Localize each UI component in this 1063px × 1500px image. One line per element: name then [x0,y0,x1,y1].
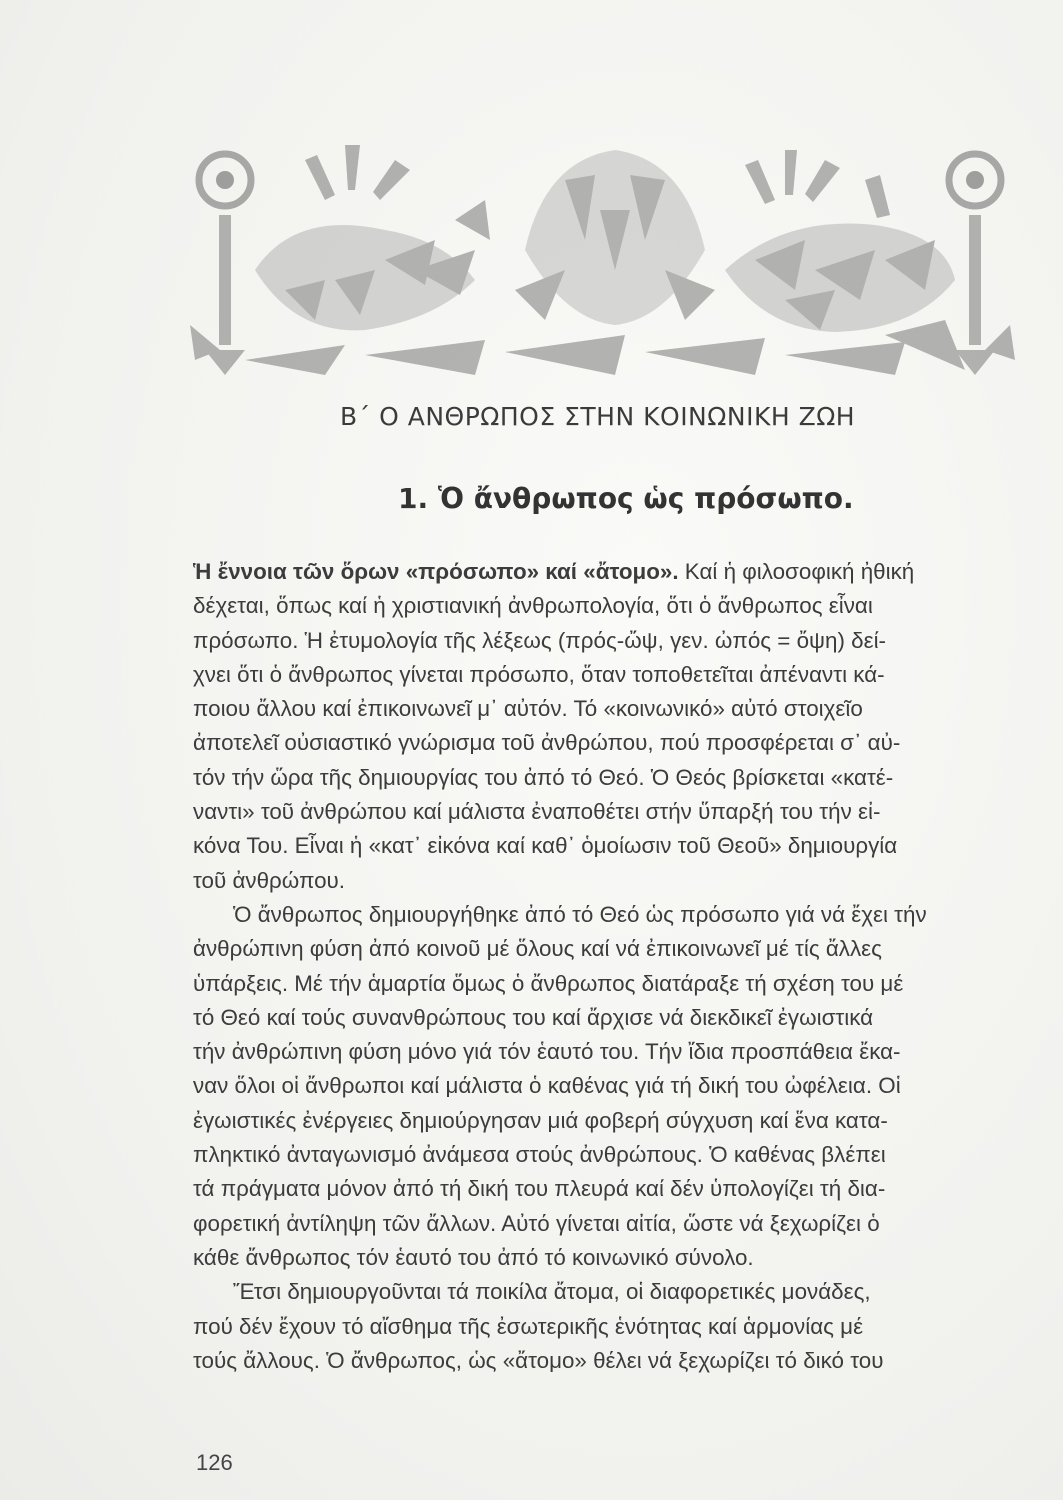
paragraph-1-first-line [193,555,1033,589]
text-line: δέχεται, ὅπως καί ἡ χριστιανική ἀνθρωπολογία, ὅτι ὁ ἄνθρωπος εἶναι [193,593,873,619]
text-line: Καί ἡ φιλοσοφική ἠθική [678,559,915,584]
body-text [193,555,1033,1378]
text-line: φορετική ἀντίληψη τῶν ἄλλων. Αὐτό γίνεται αἰτία, ὥστε νά ξεχωρίζει ὁ [193,1210,880,1236]
text-line: πού δέν ἔχουν τό αἴσθημα τῆς ἐσωτερικῆς ἑνότητας καί ἁρμονίας μέ [193,1313,864,1339]
text-line: ποιου ἄλλου καί ἐπικοινωνεῖ μ᾽ αὐτόν. Τό «κοινωνικό» αὐτό στοιχεῖο [193,696,863,722]
text-line: τούς ἄλλους. Ὁ ἄνθρωπος, ὡς «ἄτομο» θέλει νά ξεχωρίζει τό δικό του [193,1347,884,1373]
text-line: τά πράγματα μόνον ἀπό τή δική του πλευρά καί δέν ὑπολογίζει τή δια- [193,1176,886,1202]
text-line: τό Θεό καί τούς συνανθρώπους του καί ἄρχισε νά διεκδικεῖ ἐγωιστικά [193,1004,874,1030]
paragraph-1-lead: Ἡ ἔννοια τῶν ὅρων «πρόσωπο» καί «ἄτομο». [193,559,679,584]
text-line: Ἔτσι δημιουργοῦνται τά ποικίλα ἄτομα, οἱ διαφορετικές μονάδες, [233,1279,871,1305]
text-line: κόνα Του. Εἶναι ἡ «κατ᾽ εἰκόνα καί καθ᾽ ὁμοίωσιν τοῦ Θεοῦ» δημιουργία [193,833,898,859]
text-line: ναν ὅλοι οἱ ἄνθρωποι καί μάλιστα ὁ καθένας γιά τή δική του ὠφέλεια. Οἱ [193,1073,901,1099]
text-line: ὑπάρξεις. Μέ τήν ἁμαρτία ὅμως ὁ ἄνθρωπος διατάραξε τή σχέση του μέ [193,970,904,996]
text-line: ναντι» τοῦ ἀνθρώπου καί μάλιστα ἐναποθέτει στήν ὕπαρξή του τήν εἰ- [193,799,881,825]
text-line: τοῦ ἀνθρώπου. [193,867,345,893]
text-line: ἀνθρώπινη φύση ἀπό κοινοῦ μέ ὅλους καί νά ἐπικοινωνεῖ μέ τίς ἄλλες [193,936,882,962]
text-line: ἀποτελεῖ οὐσιαστικό γνώρισμα τοῦ ἀνθρώπου, πού προσφέρεται σ᾽ αὐ- [193,730,901,756]
text-line: τόν τήν ὥρα τῆς δημιουργίας του ἀπό τό Θεό. Ὁ Θεός βρίσκεται «κατέ- [193,764,894,790]
text-line: ἐγωιστικές ἐνέργειες δημιούργησαν μιά φοβερή σύγχυση καί ἕνα κατα- [193,1107,888,1133]
text-line: τήν ἀνθρώπινη φύση μόνο γιά τόν ἑαυτό του. Τήν ἴδια προσπάθεια ἔκα- [193,1039,901,1065]
page-number: 126 [196,1450,233,1475]
text-line: πρόσωπο. Ἡ ἐτυμολογία τῆς λέξεως (πρός-ὤψ, γεν. ὠπός = ὄψη) δεί- [193,627,887,653]
text-line: Ὁ ἄνθρωπος δημιουργήθηκε ἀπό τό Θεό ὡς πρόσωπο γιά νά ἔχει τήν [233,901,927,927]
text-line: χνει ὅτι ὁ ἄνθρωπος γίνεται πρόσωπο, ὅταν τοποθετεῖται ἀπέναντι κά- [193,661,885,687]
text-line: πληκτικό ἀνταγωνισμό ἀνάμεσα στούς ἀνθρώπους. Ὁ καθένας βλέπει [193,1142,886,1168]
section-heading: Β΄ Ο ΑΝΘΡΩΠΟΣ ΣΤΗΝ ΚΟΙΝΩΝΙΚΗ ΖΩΗ [340,402,856,431]
chapter-title: 1. Ὁ ἄνθρωπος ὡς πρόσωπο. [398,482,854,515]
text-line: κάθε ἄνθρωπος τόν ἑαυτό του ἀπό τό κοινωνικό σύνολο. [193,1244,754,1270]
decorative-header-ornament-icon [185,120,1045,385]
